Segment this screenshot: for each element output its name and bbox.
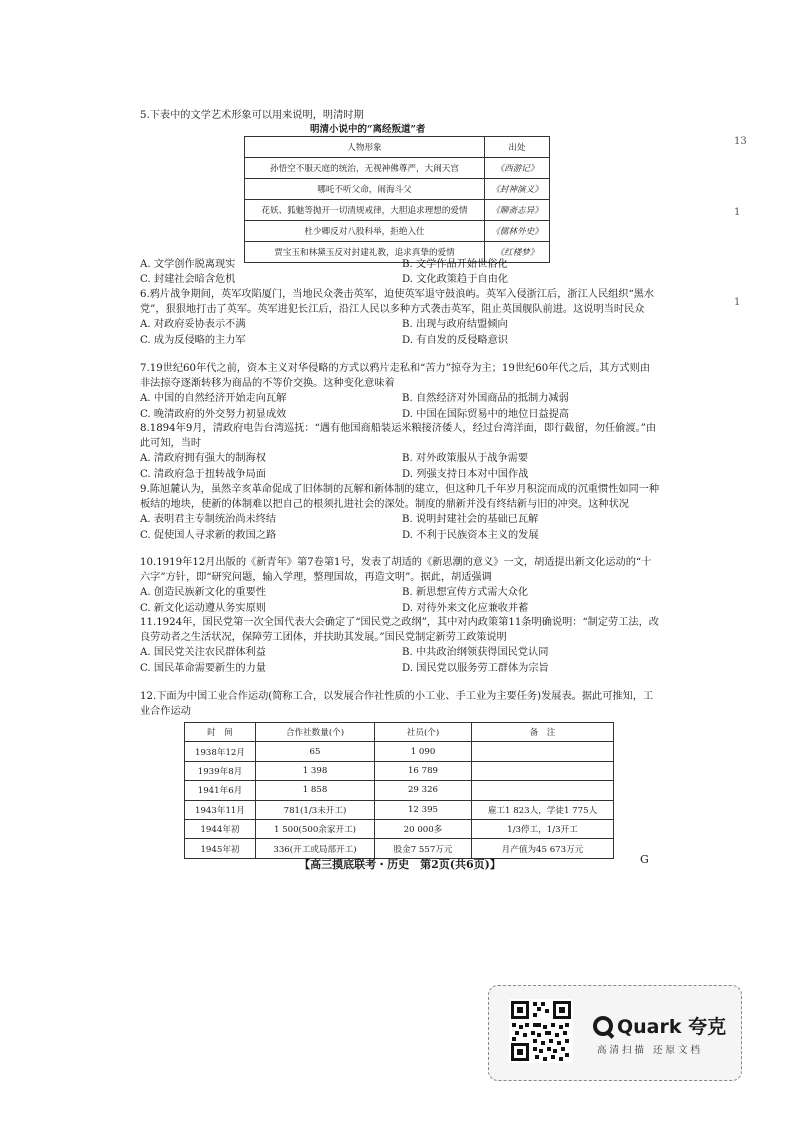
option-a: A. 创造民族新文化的重要性 xyxy=(140,587,266,599)
table-cell: 《聊斋志异》 xyxy=(485,200,550,221)
table-cell: 《西游记》 xyxy=(485,158,550,179)
option-d: D. 文化政策趋于自由化 xyxy=(402,274,508,286)
table-row xyxy=(185,742,614,761)
edge-mark: 1 xyxy=(734,207,741,218)
table-cell: 20 000多 xyxy=(375,819,472,838)
question-7 xyxy=(140,361,660,422)
page-footer: 【高三摸底联考・历史 第2页(共6页)】 xyxy=(299,858,501,871)
question-6 xyxy=(140,287,660,348)
qr-code-icon xyxy=(509,999,573,1063)
table-header-row xyxy=(185,723,614,742)
option-a: A. 中国的自然经济开始走向瓦解 xyxy=(140,393,287,405)
table-cell: 1939年8月 xyxy=(185,761,256,780)
table-row xyxy=(185,781,614,800)
table-header: 出处 xyxy=(485,137,550,158)
option-c: C. 新文化运动遵从务实原则 xyxy=(140,602,266,614)
question-stem: 12.下面为中国工业合作运动(简称工合，以发展合作社性质的小工业、手工业为主要任务)发展表。据此可推知，工业合作运动 xyxy=(140,691,654,718)
option-b: B. 自然经济对外国商品的抵制力减弱 xyxy=(402,393,569,405)
option-d: D. 中国在国际贸易中的地位日益提高 xyxy=(402,408,570,420)
answer-options xyxy=(140,391,660,421)
question-stem: 10.1919年12月出版的《新青年》第7卷第1号，发表了胡适的《新思潮的意义》一文，胡适提出新文化运动的“十六字”方针，即“研究问题，输入学理，整理国故，再造文明”。据此，胡适强调 xyxy=(140,557,652,584)
answer-options xyxy=(140,257,660,287)
table-cell: 1945年初 xyxy=(185,839,256,858)
table-header-row xyxy=(245,137,550,158)
question-12 xyxy=(140,689,660,719)
table-cell: 1 500(500余家开工) xyxy=(256,819,375,838)
table-header: 时 间 xyxy=(185,723,256,742)
table-row xyxy=(245,200,550,221)
novel-characters-table xyxy=(244,136,550,263)
option-d: D. 国民党以服务劳工群体为宗旨 xyxy=(402,662,549,674)
option-b: B. 出现与政府结盟倾向 xyxy=(402,319,508,331)
table-cell: 哪吒不听父命，闹海斗父 xyxy=(245,179,485,200)
table-header: 合作社数量(个) xyxy=(256,723,375,742)
option-b: B. 说明封建社会的基础已瓦解 xyxy=(402,514,539,526)
quark-brand: Quark 夸克 xyxy=(617,1016,727,1038)
table-cell: 月产值为45 673万元 xyxy=(472,839,614,858)
answer-options xyxy=(140,317,660,347)
table-cell: 《红楼梦》 xyxy=(485,242,550,263)
option-c: C. 晚清政府的外交努力初显成效 xyxy=(140,408,287,420)
table-cell: 65 xyxy=(256,742,375,761)
option-c: C. 促使国人寻求新的救国之路 xyxy=(140,529,277,541)
question-9 xyxy=(140,482,660,543)
option-c: C. 封建社会暗含危机 xyxy=(140,274,236,286)
option-b: B. 对外政策服从于战争需要 xyxy=(402,453,529,465)
option-c: C. 清政府急于扭转战争局面 xyxy=(140,468,266,480)
table-cell: 1944年初 xyxy=(185,819,256,838)
table-row xyxy=(185,761,614,780)
table-cell: 贾宝玉和林黛玉反对封建礼教，追求真挚的爱情 xyxy=(245,242,485,263)
answer-options xyxy=(140,585,660,615)
option-a: A. 对政府妥协表示不满 xyxy=(140,319,246,331)
table-cell: 1/3停工，1/3开工 xyxy=(472,819,614,838)
table-cell: 股金7 557万元 xyxy=(375,839,472,858)
quark-watermark xyxy=(488,985,742,1081)
table-title: 明清小说中的“离经叛道”者 xyxy=(310,124,426,135)
table-cell: 16 789 xyxy=(375,761,472,780)
option-a: A. 国民党关注农民群体利益 xyxy=(140,647,266,659)
question-stem: 7.19世纪60年代之前，资本主义对华侵略的方式以鸦片走私和“苦力”掠夺为主；19世纪60年代之后，其方式则由非法掠夺逐渐转移为商品的不等价交换。这种变化意味着 xyxy=(140,363,651,390)
table-cell: 《封神演义》 xyxy=(485,179,550,200)
option-d: D. 有自发的反侵略意识 xyxy=(402,334,508,346)
question-stem: 6.鸦片战争期间，英军攻陷厦门，当地民众袭击英军，迫使英军退守鼓浪屿。英军入侵浙江后，浙江人民组织“黑水党”，狠狠地打击了英军。英军进犯长江后，沿江人民以多种方式袭击英军，阻止英国舰队前进。这说明当时民众 xyxy=(140,289,655,316)
answer-options xyxy=(140,645,660,675)
option-b: B. 文学作品开始世俗化 xyxy=(402,259,508,270)
table-cell: 1943年11月 xyxy=(185,800,256,819)
table-cell xyxy=(472,742,614,761)
table-cell: 1 398 xyxy=(256,761,375,780)
table-cell: 1 858 xyxy=(256,781,375,800)
edge-mark: 13 xyxy=(734,136,747,147)
option-a: A. 表明君主专制统治尚未终结 xyxy=(140,514,277,526)
table-cell: 336(开工或局部开工) xyxy=(256,839,375,858)
question-stem: 5.下表中的文学艺术形象可以用来说明，明清时期 xyxy=(140,110,364,121)
option-a: A. 清政府拥有强大的制海权 xyxy=(140,453,266,465)
table-cell: 1938年12月 xyxy=(185,742,256,761)
table-cell: 781(1/3未开工) xyxy=(256,800,375,819)
answer-options xyxy=(140,512,660,542)
option-b: B. 新思想宣传方式需大众化 xyxy=(402,587,529,599)
footer-mark: G xyxy=(640,853,649,866)
table-row xyxy=(245,158,550,179)
table-cell: 29 326 xyxy=(375,781,472,800)
option-a: A. 文学创作脱离现实 xyxy=(140,259,236,270)
option-d: D. 不利于民族资本主义的发展 xyxy=(402,529,539,541)
table-row xyxy=(245,221,550,242)
option-d: D. 列强支持日本对中国作战 xyxy=(402,468,529,480)
table-row xyxy=(185,800,614,819)
table-cell: 《儒林外史》 xyxy=(485,221,550,242)
table-header: 备 注 xyxy=(472,723,614,742)
option-c: C. 国民革命需要新生的力量 xyxy=(140,662,266,674)
option-c: C. 成为反侵略的主力军 xyxy=(140,334,246,346)
table-cell xyxy=(472,781,614,800)
table-header: 社员(个) xyxy=(375,723,472,742)
table-header: 人物形象 xyxy=(245,137,485,158)
option-d: D. 对待外来文化应兼收并蓄 xyxy=(402,602,529,614)
question-11 xyxy=(140,615,660,676)
question-stem: 11.1924年，国民党第一次全国代表大会确定了“国民党之政纲”，其中对内政策第11条明确说明：“制定劳工法，改良劳动者之生活状况，保障劳工团体，并扶助其发展。”国民党制定新劳工政策说明 xyxy=(140,617,659,644)
table-cell xyxy=(472,761,614,780)
table-cell: 杜少卿反对八股科举，拒绝入仕 xyxy=(245,221,485,242)
question-10 xyxy=(140,555,660,616)
table-cell: 花妖、狐魅等抛开一切清规戒律，大胆追求理想的爱情 xyxy=(245,200,485,221)
table-row xyxy=(185,819,614,838)
industrial-cooperative-table xyxy=(184,722,614,859)
question-stem: 9.陈旭麓认为，虽然辛亥革命促成了旧体制的瓦解和新体制的建立，但这种几千年岁月积淀而成的沉重惯性如同一种板结的地块，使新的体制难以把自己的根须扎进社会的深处。制度的鼎新并没有终结新与旧的冲突。这种状况 xyxy=(140,484,660,511)
table-row xyxy=(245,179,550,200)
table-cell: 孙悟空不服天庭的统治，无视神佛尊严，大闹天宫 xyxy=(245,158,485,179)
table-cell: 12 395 xyxy=(375,800,472,819)
quark-logo xyxy=(593,1012,726,1039)
table-cell: 雇工1 823人，学徒1 775人 xyxy=(472,800,614,819)
answer-options xyxy=(140,451,660,481)
question-stem: 8.1894年9月，清政府电告台湾巡抚：“遇有他国商船装运米粮接济倭人，经过台湾洋面，即行截留，勿任偷渡。”由此可知，当时 xyxy=(140,423,657,450)
quark-logo-icon xyxy=(593,1016,613,1036)
quark-tagline: 高清扫描 还原文档 xyxy=(597,1045,704,1056)
option-b: B. 中共政治纲领获得国民党认同 xyxy=(402,647,549,659)
table-cell: 1 090 xyxy=(375,742,472,761)
question-8 xyxy=(140,421,660,482)
edge-mark: 1 xyxy=(734,297,741,308)
table-cell: 1941年6月 xyxy=(185,781,256,800)
